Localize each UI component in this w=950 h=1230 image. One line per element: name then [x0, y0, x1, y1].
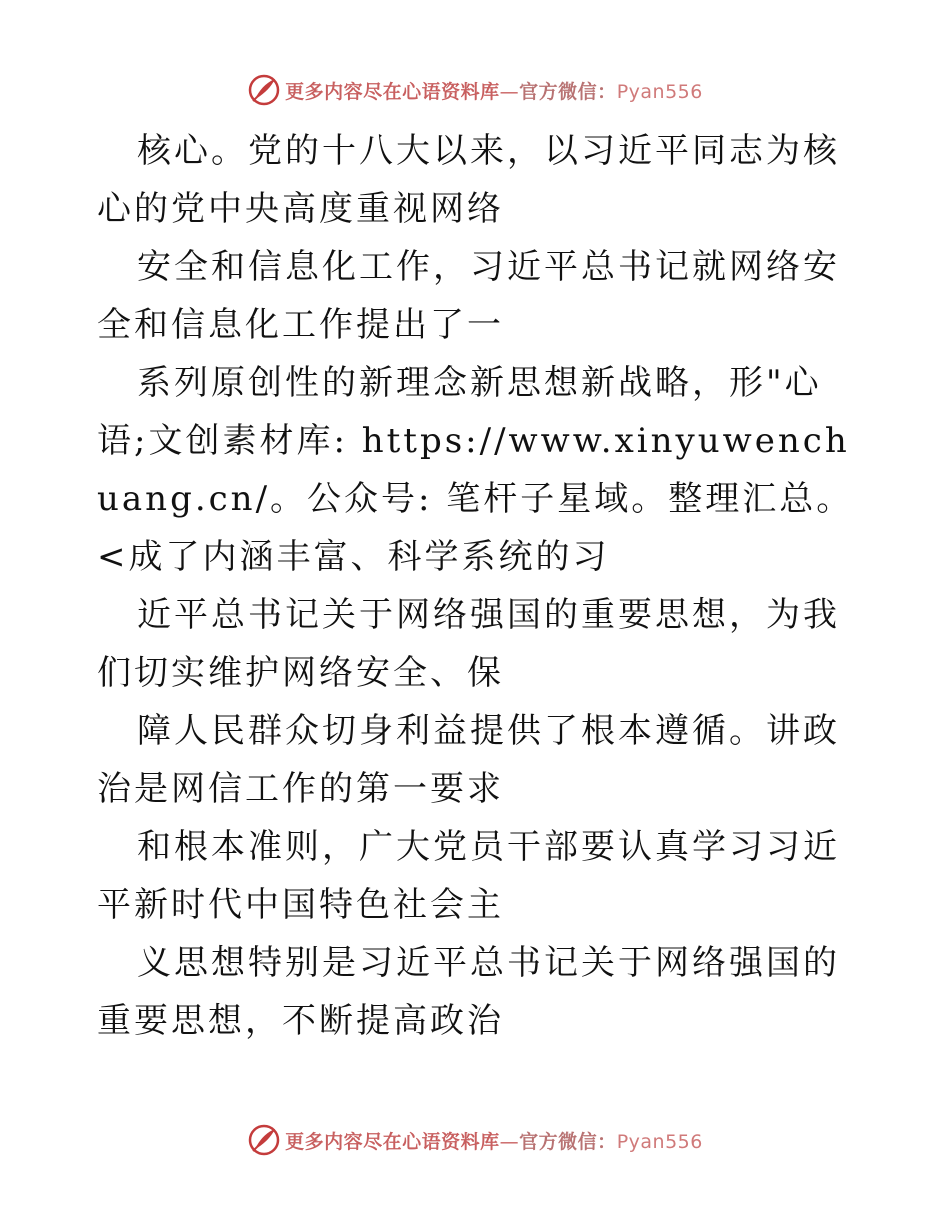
banner-text [285, 1127, 703, 1154]
banner-dash: — [499, 1130, 520, 1153]
paragraph: 系列原创性的新理念新思想新战略，形"心语;文创素材库: https://www.xinyuwenchuang.cn/。公众号: 笔杆子星域。整理汇总。<成了内涵丰富、科学系统的习 [97, 363, 854, 577]
banner-wechat-id: Pyan556 [616, 1130, 703, 1153]
paragraph: 障人民群众切身利益提供了根本遵循。讲政治是网信工作的第一要求 [97, 711, 840, 809]
quill-logo-icon [247, 1123, 281, 1157]
banner-brand: 更多内容尽在心语资料库 [285, 80, 500, 103]
paragraph: 义思想特别是习近平总书记关于网络强国的重要思想，不断提高政治 [97, 943, 840, 1041]
header-watermark-banner [0, 70, 950, 110]
paragraph: 和根本准则，广大党员干部要认真学习习近平新时代中国特色社会主 [97, 827, 840, 925]
banner-wechat-id: Pyan556 [616, 80, 703, 103]
paragraph: 核心。党的十八大以来，以习近平同志为核心的党中央高度重视网络 [97, 131, 840, 229]
banner-wechat-label: 官方微信： [519, 1130, 617, 1153]
footer-watermark-banner [0, 1120, 950, 1160]
banner-wechat-label: 官方微信： [519, 80, 617, 103]
banner-dash: — [499, 80, 520, 103]
banner-brand: 更多内容尽在心语资料库 [285, 1130, 500, 1153]
quill-logo-icon [247, 73, 281, 107]
paragraph: 安全和信息化工作，习近平总书记就网络安全和信息化工作提出了一 [97, 247, 840, 345]
document-body [97, 122, 857, 1050]
paragraph: 近平总书记关于网络强国的重要思想，为我们切实维护网络安全、保 [97, 595, 840, 693]
banner-text [285, 77, 703, 104]
